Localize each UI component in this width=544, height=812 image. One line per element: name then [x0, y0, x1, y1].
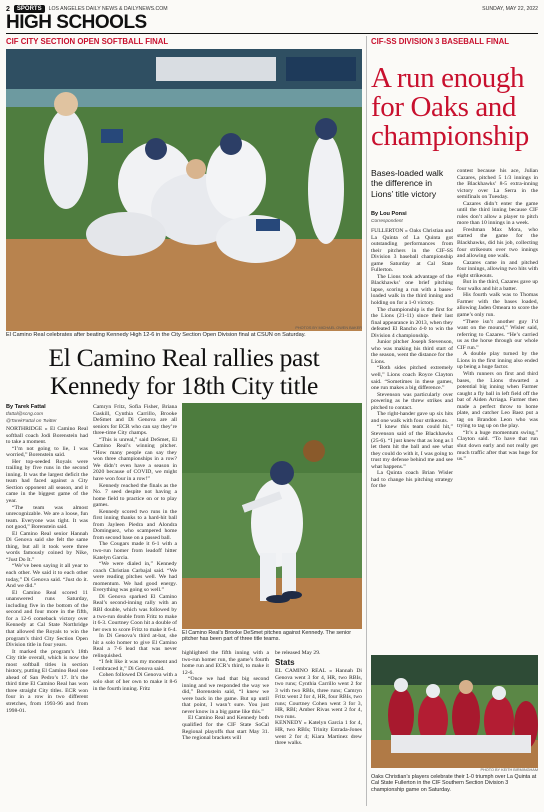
paragraph: NORTHRIDGE » El Camino Real softball coach Jodi Borenstein had to take a moment. [6, 426, 88, 446]
paragraph: Junior pitcher Joseph Stevenson, who was making his third start of the season, went the distance for the Lions. [371, 339, 453, 365]
publication-info: LOS ANGELES DAILY NEWS & DAILYNEWS.COM [48, 6, 168, 12]
baseball-celebration-photo [371, 655, 538, 768]
byline-twitter: @TarekFattal on Twitter [6, 419, 57, 424]
paragraph: Cazares came in and pitched four innings, allowing two hits with eight strikeouts. [457, 259, 538, 279]
right-deck: Bases-loaded walk the difference in Lions’ title victory [371, 168, 444, 199]
paragraph: In Di Genova’s third at-bat, she hit a solo homer to give El Camino Real a 7-6 lead that was never relinquished. [93, 633, 177, 659]
paragraph: Freshman Max Mora, who started the game for the Blackhawks, did his job, collecting four strikeouts over two innings and allowing one walk. [457, 226, 538, 260]
paragraph: contest because his ace, Julian Cazares, pitched 5 1/3 innings in the Blackhawks’ 8-5 extra-inning victory over La Serra in the semifinals on Tuesday. [457, 168, 538, 201]
left-headline: El Camino Real rallies past Kennedy for 18th City title [48, 343, 320, 400]
article-column-3 [182, 650, 269, 742]
paragraph: Stevenson was particularly over powering as he threw strikes and pitched to contact. [371, 391, 453, 411]
paragraph: “I felt like it was my moment and I embraced it,” Di Genova said. [93, 659, 177, 672]
article-column-1 [6, 426, 88, 714]
baseball-photo-caption: Oaks Christian’s players celebrate their 1-0 triumph over La Quinta at Cal State Fullerton in the CIF Southern Section Division 3 championship game on Saturday. [371, 774, 537, 793]
paragraph: El Camino Real and Kennedy both qualified for the CIF State SoCal Regional playoffs that start May 31. The regional brackets will [182, 715, 269, 742]
issue-date: SUNDAY, MAY 22, 2022 [482, 6, 538, 12]
byline-role: Correspondent [371, 219, 403, 224]
paragraph: Kennedy scored two runs in the first inning thanks to a hard-hit ball from Jayleen Piedra and Alondra Dominguez, who scampered home from second base on a passed ball. [93, 508, 177, 541]
photo-caption: El Camino Real celebrates after beating Kennedy High 12-6 in the City Section Open Division final at CSUN on Saturday. [6, 332, 306, 338]
celebration-photo [6, 49, 362, 331]
paragraph: Camryn Fritz, Sofia Fisher, Briana Gaskill, Cynthia Carrillo, Brooke DeSmet and Di Genova are all seniors for ECR who can say they’re three-time City champs. [93, 404, 177, 437]
paragraph: The Lions took advantage of the Blackhawks’ one brief pitching lapse, scoring a run with a bases-loaded walk in the third inning and holding on for a 1-0 victory. [371, 273, 453, 307]
stats-heading: Stats [275, 657, 295, 667]
photo-credit: PHOTO BY KEITH BIRMINGHAM [480, 768, 538, 772]
paragraph: Cohen followed Di Genova with a solo shot of her own to make it 8-6 in the fourth inning. Fritz [93, 672, 177, 692]
paragraph: be released May 29. [275, 650, 321, 656]
paragraph: “We’ve been saying it all year to each other. We said it to each other today,” Di Genova said. “Just do it. And we did.” [6, 563, 88, 590]
byline-name: By Tarek Fattal [6, 404, 46, 410]
paragraph: His fourth walk was to Thomas Farmer with the bases loaded, allowing Jaden Omeara to score the game’s only run. [457, 292, 538, 319]
paragraph: With runners on first and third bases, the Lions thwarted a potential big inning when Farmer caught a fly ball in left field off the bat of Aiden Arriaga. Farmer then made a perfect throw to home plate, and catcher Leo Baez put a tag on Brandon Leon who was trying to tag up on the play. [457, 370, 538, 430]
paragraph: “I knew this team could hit,” Stevenson said of the Blackhawks (25-6). “I just knew that as long as I let them hit the ball and see what they could do with it, I was going to trust my defense behind me and see what happens.” [371, 424, 453, 470]
paragraph: Cazares didn’t enter the game until the third inning because CIF rules don’t allow a player to pitch more than 10 innings in a week. [457, 200, 538, 227]
paragraph: “There isn’t another guy I’d want on the mound,” Wisler said, referring to Cazares. “He’s carried us as the horse through our whole CIF run.” [457, 318, 538, 351]
right-byline [371, 211, 453, 225]
paragraph: The right-hander gave up six hits and one walk with four strikeouts. [371, 411, 453, 424]
article-column-6 [457, 168, 538, 463]
paragraph: Kennedy reached the finals as the No. 7 seed despite not having a home field to practice on or to play games. [93, 482, 177, 509]
paragraph: “Once we had that big second inning and we responded the way we did,” Borenstein said, “I knew we were back in the game. But up until that point, I wasn’t sure. You just never know in a big game like this.” [182, 676, 269, 715]
paragraph: “The team was almost unrecognizable. We are a loose, fun team. Everyone was tight. It was not good,” Borenstein said. [6, 504, 88, 531]
paragraph: “This is unreal,” said DeSmet, El Camino Real’s winning pitcher. “How many people can say they won three championships in a row? We didn’t even have a season in 2020 because of COVID, we might have won four in a row!” [93, 436, 177, 483]
photo-credit: PHOTOS BY MICHAEL OWEN BAKER [295, 326, 362, 330]
pitcher-photo [182, 403, 362, 629]
paragraph: El Camino Real senior Hannah Di Genova said she felt the same thing, but all it took were three words famously coined by Nike, “Just Do It.” [6, 530, 88, 563]
paragraph: “Both sides pitched extremely well,” Lions coach Royce Clayton said. “Sometimes in these games, one run makes a big difference.” [371, 365, 453, 392]
paragraph: highlighted the fifth inning with a two-run homer run, the game’s fourth home run and ECR’s third, to make it 12-6. [182, 650, 269, 676]
paragraph: Di Genova sparked El Camino Real’s second-inning rally with an RBI double, which was followed by a two-run double from Fritz to make it 6-3. Courtney Coon hit a double of her own to score Fritz to make it 6-4. [93, 593, 177, 633]
paragraph: A double play turned by the Lions in the first inning also ended up being a huge factor. [457, 351, 538, 371]
right-headline: A run enough for Oaks and championship [371, 62, 529, 152]
page-number: 2 [6, 5, 10, 13]
right-story-kicker: CIF-SS DIVISION 3 BASEBALL FINAL [371, 37, 510, 46]
left-byline [6, 404, 88, 425]
sports-logo: SPORTS [14, 5, 45, 13]
paragraph: The Cougars made it 6-1 with a two-run homer from leadoff hitter Katelyn Garcia. [93, 541, 177, 561]
paragraph: “It’s a huge momentum swing,” Clayton said. “To have that run shut down early and not really get much traffic after that was huge for us.” [457, 429, 538, 463]
stats-paragraph: KENNEDY » Katelyn Garcia 1 for 4, HR, two RBIs; Trinity Estrada-Jones went 2 for 4; Kiara Martinez drew three walks. [275, 720, 362, 747]
article-column-2 [93, 404, 177, 692]
paragraph: But in the third, Cazares gave up four walks and hit a batter. [457, 279, 538, 292]
byline-name: By Lou Ponsi [371, 211, 407, 217]
paragraph: It marked the program’s 18th City title overall, which is now the most softball titles in section history, putting El Camino Real one ahead of San Pedro’s 17. It’s the third time El Camino Real has won three straight City titles. ECR won four in a row in two different stretches, from 1993-96 and from 1998-01. [6, 648, 88, 714]
paragraph: “We were dialed in,” Kennedy coach Christian Carbajal said. “We were reading pitches well. We had momentum. We had good energy. Everything was going so well.” [93, 561, 177, 594]
column-divider [366, 36, 367, 806]
paragraph: The championship is the first for the Lions (21-11) since their last final appearance in 2013, when they defeated El Rancho 4-0 to win the Division 4 championship. [371, 306, 453, 339]
paragraph: Her top-seeded Royals were trailing by five runs in the second inning. It was the largest deficit the team had faced against a City Section opponent all season, and it came in the biggest game of the year. [6, 458, 88, 505]
section-rule [6, 33, 538, 34]
stats-paragraph: EL CAMINO REAL » Hannah Di Genova went 3 for 4, HR, two RBIs, two runs; Cynthia Carrillo went 2 for 3 with two RBIs, three runs; Camryn Fritz went 2 for 4, HR, four RBIs, two runs; Courtney Cohen went 3 for 3, HR, RBI; Amber Rivas went 2 for 4, two runs. [275, 668, 362, 720]
byline-email: tfattal@scng.com [6, 412, 44, 417]
article-column-4 [275, 650, 362, 747]
paragraph: FULLERTON » Oaks Christian and La Quinta of La Quinta got outstanding performances from their pitchers in the CIF-SS Division 3 baseball championship game Saturday at Cal State Fullerton. [371, 228, 453, 274]
left-story-kicker: CIF CITY SECTION OPEN SOFTBALL FINAL [6, 37, 169, 46]
paragraph: “I’m not going to lie, I was worried,” Borenstein said. [6, 445, 88, 459]
article-column-5 [371, 228, 453, 490]
paragraph: El Camino Real scored 11 unanswered runs Saturday, including five in the bottom of the second and four more in the fifth, for a 12-6 comeback victory over Kennedy at Cal State Northridge that allowed the Royals to win the program’s third City Section Open Division title in four years. [6, 589, 88, 649]
pitcher-photo-caption: El Camino Real’s Brooke DeSmet pitches against Kennedy. The senior pitcher has been part of three title teams. [182, 630, 351, 643]
paragraph: La Quinta coach Brian Wisler had to change his pitching strategy for the [371, 470, 453, 490]
section-title: HIGH SCHOOLS [6, 12, 147, 33]
